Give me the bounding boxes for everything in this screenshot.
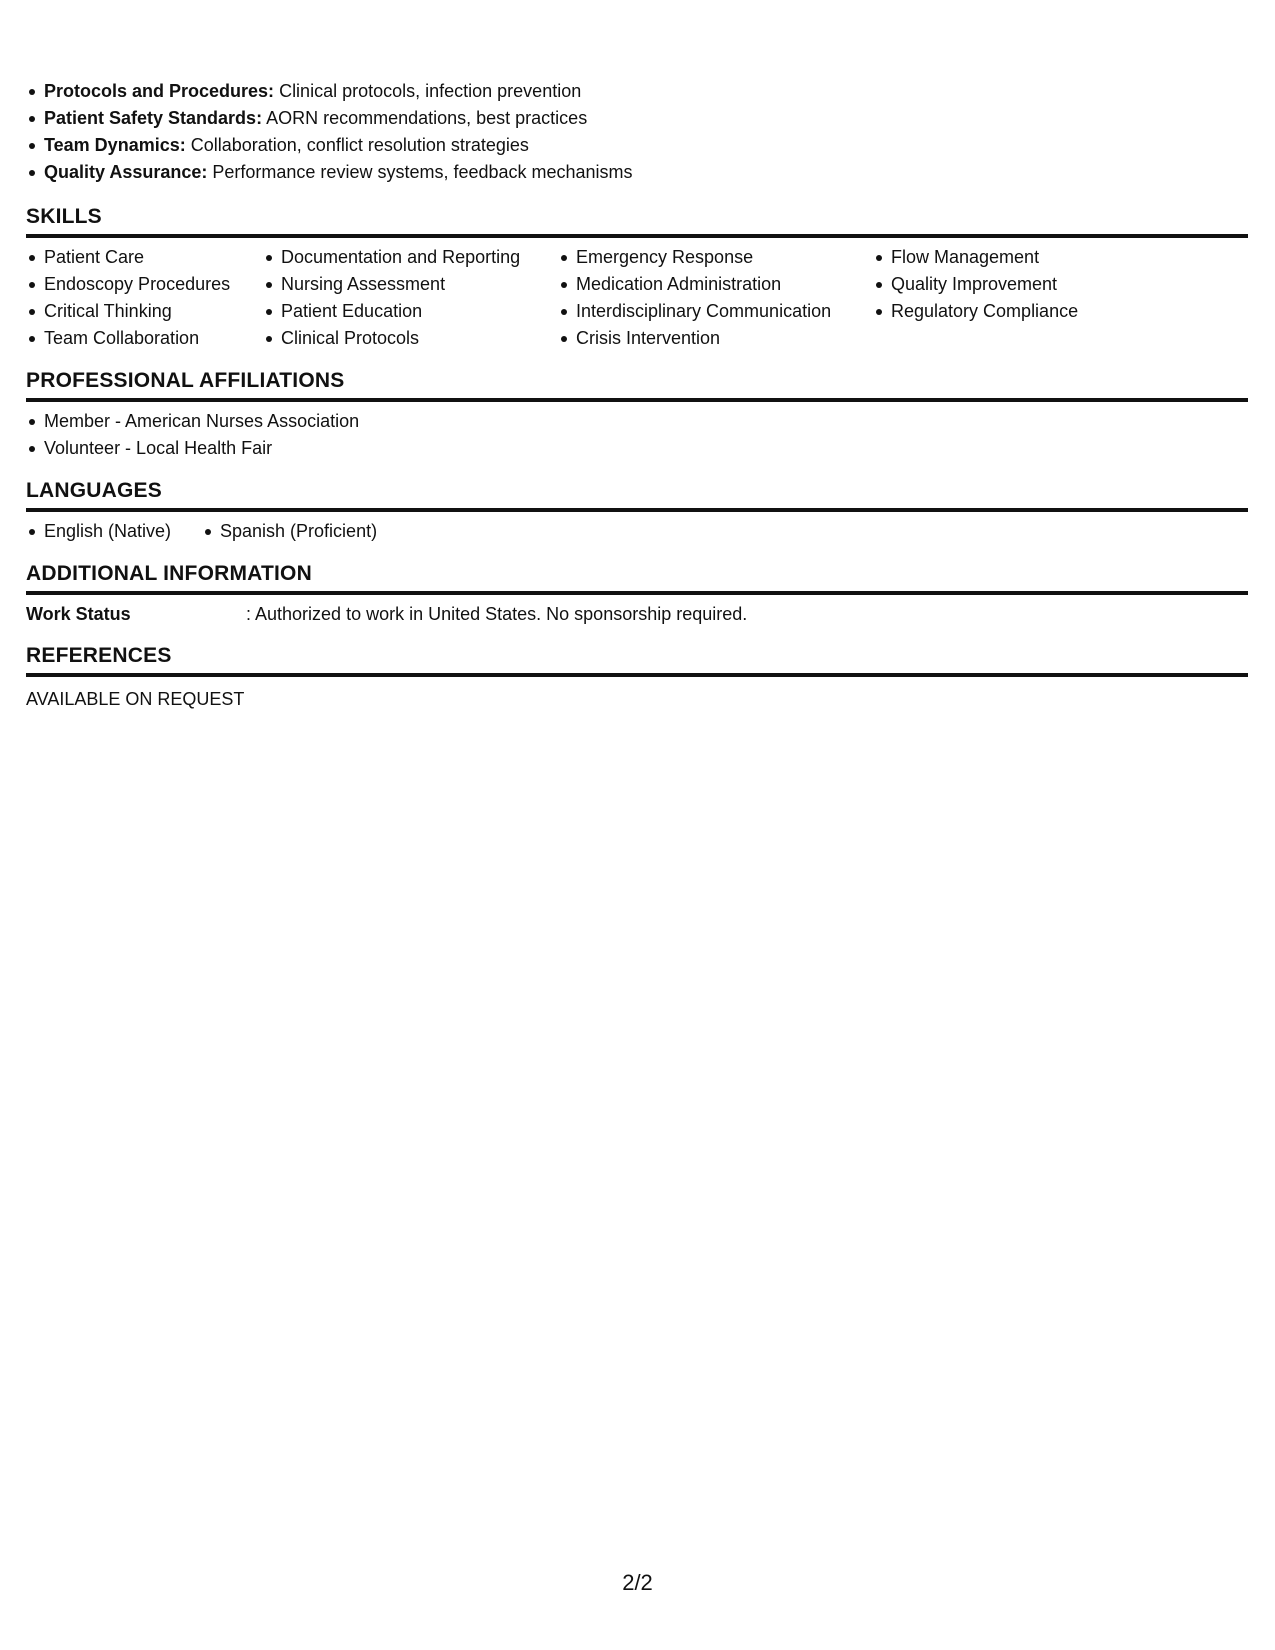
work-status-row (26, 601, 1248, 627)
skill-item: Flow Management (891, 244, 1173, 271)
section-title-references: REFERENCES (26, 643, 1248, 677)
list-item (44, 105, 1248, 132)
skills-column (263, 244, 558, 352)
affiliation-item: Volunteer - Local Health Fair (44, 435, 1248, 462)
section-title-languages: LANGUAGES (26, 478, 1248, 512)
skill-item: Regulatory Compliance (891, 298, 1173, 325)
skills-section (26, 204, 1248, 352)
list-item (44, 159, 1248, 186)
list-item (44, 132, 1248, 159)
intro-bullet-list (26, 78, 1248, 186)
section-title-skills: SKILLS (26, 204, 1248, 238)
resume-page (26, 78, 1248, 711)
languages-section (26, 478, 1248, 545)
additional-info-section (26, 561, 1248, 627)
skill-item: Nursing Assessment (281, 271, 558, 298)
item-text: AORN recommendations, best practices (262, 108, 588, 128)
item-text: Clinical protocols, infection prevention (274, 81, 582, 101)
skills-column (26, 244, 263, 352)
skills-column (873, 244, 1173, 352)
skills-grid (26, 244, 1248, 352)
section-title-affiliations: PROFESSIONAL AFFILIATIONS (26, 368, 1248, 402)
item-text: Collaboration, conflict resolution strategies (185, 135, 529, 155)
skill-item: Crisis Intervention (576, 325, 873, 352)
item-lead: Team Dynamics: (44, 135, 186, 155)
languages-list (26, 518, 1248, 545)
skill-item: Quality Improvement (891, 271, 1173, 298)
skill-item: Patient Care (44, 244, 263, 271)
skills-column (558, 244, 873, 352)
skill-item: Clinical Protocols (281, 325, 558, 352)
page-number: 2/2 (622, 1570, 653, 1595)
skill-item: Critical Thinking (44, 298, 263, 325)
item-lead: Quality Assurance: (44, 162, 208, 182)
skill-item: Medication Administration (576, 271, 873, 298)
skill-item: Interdisciplinary Communication (576, 298, 873, 325)
language-column (26, 518, 202, 545)
skill-item: Patient Education (281, 298, 558, 325)
work-status-value: : Authorized to work in United States. No sponsorship required. (246, 604, 748, 624)
skill-item: Documentation and Reporting (281, 244, 558, 271)
section-title-additional: ADDITIONAL INFORMATION (26, 561, 1248, 595)
skill-item: Endoscopy Procedures (44, 271, 263, 298)
affiliations-list (26, 408, 1248, 462)
work-status-label: Work Status (26, 604, 131, 624)
skill-item: Team Collaboration (44, 325, 263, 352)
affiliations-section (26, 368, 1248, 462)
language-item: English (Native) (44, 518, 202, 545)
references-text: AVAILABLE ON REQUEST (26, 689, 245, 709)
item-text: Performance review systems, feedback mechanisms (207, 162, 633, 182)
language-item: Spanish (Proficient) (220, 518, 377, 545)
affiliation-item: Member - American Nurses Association (44, 408, 1248, 435)
skill-item: Emergency Response (576, 244, 873, 271)
item-lead: Protocols and Procedures: (44, 81, 275, 101)
list-item (44, 78, 1248, 105)
item-lead: Patient Safety Standards: (44, 108, 263, 128)
language-column (202, 518, 377, 545)
references-section (26, 643, 1248, 711)
